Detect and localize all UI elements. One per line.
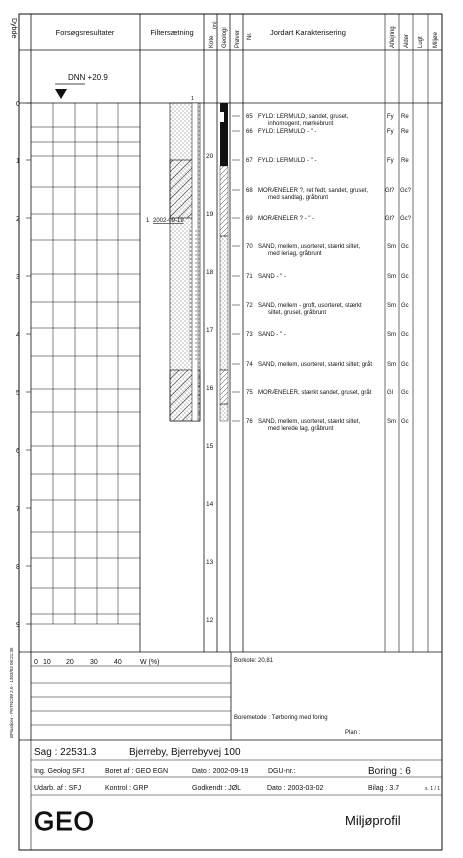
sample-aflejring: Sm [387, 303, 396, 309]
plan-label: Plan : [345, 730, 361, 736]
sample-nr: 76 [246, 419, 253, 425]
footer-godkendt: Godkendt : JØL [192, 785, 242, 792]
sample-aflejring: Sm [387, 274, 396, 280]
sample-aflejring: Sm [387, 419, 396, 425]
filter-date-mark: 1 [146, 218, 150, 224]
header-proever: Prøver [235, 30, 241, 48]
depth-tick-1: 1 [16, 158, 20, 165]
header-filtersaetning: Filtersætning [150, 28, 194, 37]
sample-aflejring: Gl [387, 390, 393, 396]
sample-alder: Re [401, 114, 409, 120]
sample-row [246, 303, 409, 316]
header-forsoegsresultater: Forsøgsresultater [55, 28, 115, 37]
footer-ing-geolog: Ing. Geolog SFJ [34, 768, 85, 775]
sample-aflejring: Fy [387, 158, 394, 164]
w-axis [34, 659, 159, 666]
header-kote: Kote [209, 35, 215, 48]
sample-text: MORÆNELER, stærkt sandet, gruset, gråt [258, 390, 372, 396]
footer-side: s. 1 / 1 [425, 786, 441, 792]
sample-text: SAND, mellem, usorteret, stærkt siltet, [258, 244, 361, 250]
water-level-marker [55, 89, 67, 99]
filter-top-mark: 1 [191, 96, 195, 102]
side-meta-text: BPlasticer - PETNOW 2.0 - 1303/03 06:21:36 [9, 647, 14, 738]
w-tick-40: 40 [114, 659, 122, 666]
sample-row [246, 188, 412, 201]
footer-title: Miljøprofil [345, 813, 401, 828]
sample-list [246, 114, 412, 432]
kote-13: 13 [206, 559, 214, 566]
sample-text: SAND, mellem, usorteret, stærkt siltet; gråt [258, 362, 373, 368]
sample-row [246, 361, 409, 368]
depth-tick-8: 8 [16, 564, 20, 571]
sample-row [246, 332, 409, 338]
sample-aflejring: Gl? [385, 188, 395, 194]
sample-text2: inhomogent, mørkebrunt [268, 121, 334, 127]
sample-alder: Gc [401, 390, 409, 396]
sample-alder: Re [401, 129, 409, 135]
depth-axis [16, 101, 31, 629]
sample-row [246, 274, 409, 280]
w-tick-20: 20 [66, 659, 74, 666]
footer-dgu: DGU-nr.: [268, 768, 296, 775]
sample-aflejring: Sm [387, 332, 396, 338]
sample-text: FYLD: LERMULD, sandet, gruset, [258, 114, 349, 120]
depth-tick-0: 0 [16, 101, 20, 108]
depth-tick-7: 7 [16, 506, 20, 513]
header-miljoe: Miljøe [433, 32, 439, 48]
sample-text: FYLD: LERMULD - " - [258, 158, 317, 164]
sample-alder: Gc [401, 244, 409, 250]
footer-sag: Sag : 22531.3 [34, 747, 97, 758]
sample-row [246, 389, 409, 396]
sample-nr: 74 [246, 362, 253, 368]
sample-text: SAND - " - [258, 274, 286, 280]
sample-alder: Re [401, 158, 409, 164]
kote-axis [206, 153, 214, 624]
sample-alder: Gc? [400, 188, 412, 194]
depth-tick-4: 4 [16, 332, 20, 339]
header-geologi: Geologi [222, 27, 228, 48]
header-nr: Nr. [247, 32, 253, 40]
sample-alder: Gc [401, 419, 409, 425]
sample-alder: Gc? [400, 216, 412, 222]
w-tick-10: 10 [43, 659, 51, 666]
sample-nr: 70 [246, 244, 253, 250]
footer-location: Bjerreby, Bjerrebyvej 100 [129, 747, 241, 758]
depth-tick-5: 5 [16, 390, 20, 397]
sample-marks [232, 116, 240, 421]
sample-row [246, 216, 412, 222]
sample-aflejring: Fy [387, 129, 394, 135]
sample-nr: 73 [246, 332, 253, 338]
header-aflejring: Aflejring [390, 26, 396, 48]
sample-alder: Gc [401, 332, 409, 338]
depth-tick-6: 6 [16, 448, 20, 455]
sample-text: MORÆNELER ?, ret fedt, sandet, gruset, [258, 188, 369, 194]
dnn-label: DNN +20.9 [68, 73, 108, 82]
header-kote-unit: (m) [212, 21, 218, 29]
sample-aflejring: Sm [387, 244, 396, 250]
footer-udarb: Udarb. af : SFJ [34, 785, 82, 792]
footer-dato2: Dato : 2003-03-02 [267, 785, 324, 792]
sample-nr: 72 [246, 303, 253, 309]
footer-kontrol: Kontrol : GRP [105, 785, 149, 792]
header-lugt: Lugt [418, 36, 424, 48]
footer-boring: Boring : 6 [368, 766, 411, 777]
sample-row [246, 419, 409, 432]
header-jordart: Jordart Karakterisering [270, 28, 346, 37]
footer-dato1: Dato : 2002-09-19 [192, 768, 249, 775]
header-alder: Alder [404, 33, 410, 48]
sample-aflejring: Sm [387, 362, 396, 368]
kote-18: 18 [206, 269, 214, 276]
sample-nr: 68 [246, 188, 253, 194]
sample-text: FYLD: LERMULD - " - [258, 129, 317, 135]
sample-text: SAND, mellem, usorteret, stærkt siltet, [258, 419, 361, 425]
sample-alder: Gc [401, 274, 409, 280]
borekote: Borkote: 20,81 [234, 658, 274, 664]
filter-date: 2002-09-19 [153, 218, 184, 224]
kote-17: 17 [206, 327, 214, 334]
sample-nr: 66 [246, 129, 253, 135]
sample-nr: 71 [246, 274, 253, 280]
sample-text2: siltet, gruset, gråbrunt [268, 310, 327, 316]
sample-text: SAND - " - [258, 332, 286, 338]
sample-text2: med lerede lag, gråbrunt [268, 426, 334, 432]
sample-text: MORÆNELER ? - " - [258, 216, 315, 222]
kote-14: 14 [206, 501, 214, 508]
sample-alder: Gc [401, 303, 409, 309]
kote-12: 12 [206, 617, 214, 624]
w-tick-30: 30 [90, 659, 98, 666]
sample-aflejring: Gl? [385, 216, 395, 222]
footer-bilag: Bilag : 3.7 [368, 785, 400, 792]
sample-aflejring: Fy [387, 114, 394, 120]
sample-text: SAND, mellem - groft, usorteret, stærkt [258, 303, 362, 309]
kote-20: 20 [206, 153, 214, 160]
footer-boret-af: Boret af : GEO EGN [105, 768, 169, 775]
w-label: W (%) [140, 659, 160, 666]
depth-tick-2: 2 [16, 216, 20, 223]
sample-text2: med leriag, gråbrunt [268, 251, 322, 257]
sheet-frame [19, 14, 442, 850]
sample-alder: Gc [401, 362, 409, 368]
sample-nr: 69 [246, 216, 253, 222]
sample-nr: 75 [246, 390, 253, 396]
kote-15: 15 [206, 443, 214, 450]
sample-text2: med sandlag, gråbrunt [268, 195, 329, 201]
boremetode: Boremetode : Tørboring med foring [234, 715, 328, 721]
depth-tick-3: 3 [16, 274, 20, 281]
kote-16: 16 [206, 385, 214, 392]
test-results-grid [31, 103, 140, 624]
filter-diagram [146, 96, 200, 421]
geology-column [220, 103, 228, 421]
geo-logo: GEO [34, 806, 95, 836]
sample-nr: 65 [246, 114, 253, 120]
header-dybde: Dybde [10, 18, 17, 39]
w-zero: 0 [34, 659, 38, 666]
sample-nr: 67 [246, 158, 253, 164]
kote-19: 19 [206, 211, 214, 218]
depth-tick-9: 9 [16, 622, 20, 629]
sample-row [246, 244, 409, 257]
